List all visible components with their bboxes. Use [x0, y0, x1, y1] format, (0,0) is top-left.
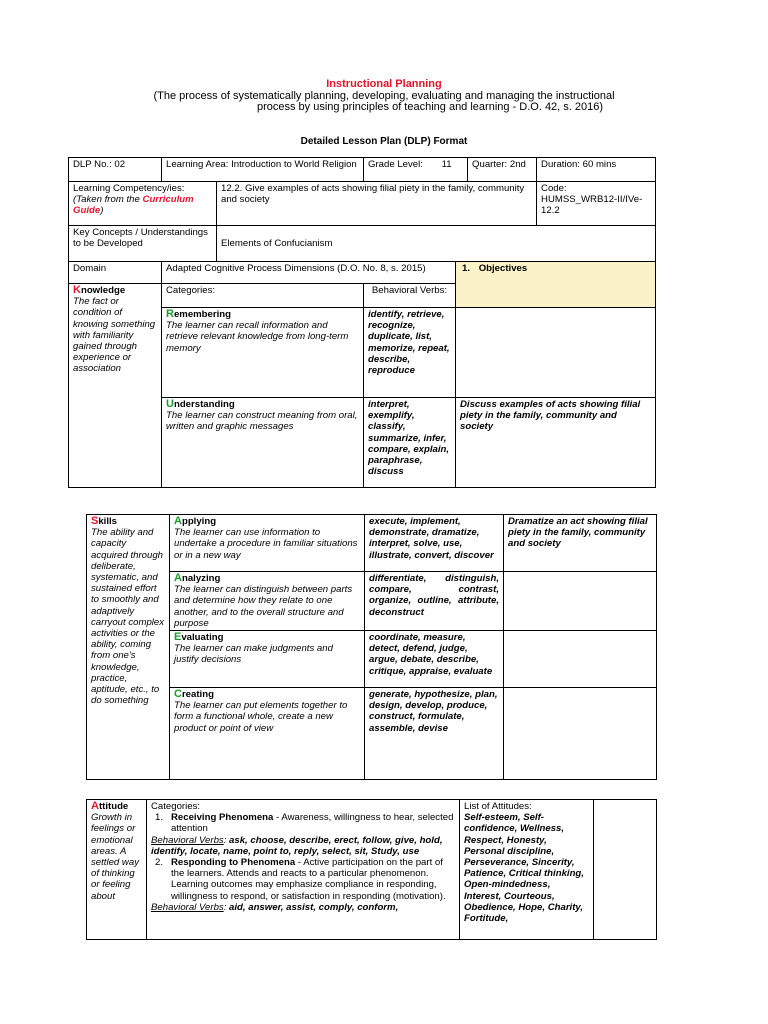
analyzing-desc: The learner can distinguish between parts and determine how they relate to one another, and to the overall structure and purpose	[174, 584, 353, 629]
item2-text: - Active participation on the part of the learners. Attends and reacts to a particular phenomenon. Learning outcomes may emphasize compliance in responding, willingness to respond, or satisfaction in responding (motivation).	[171, 857, 446, 902]
creating-heading: Creating	[174, 688, 214, 701]
objectives-header	[456, 262, 656, 308]
domain-label: Domain	[69, 262, 162, 284]
item1-text: - Awareness, willingness to hear, selected attention	[171, 812, 454, 835]
creating-verbs: generate, hypothesize, plan, design, develop, produce, construct, formulate, assemble, devise	[365, 688, 504, 780]
applying-desc: The learner can use information to undertake a procedure in familiar situations or in a new way	[174, 527, 358, 561]
creating-objective	[504, 688, 657, 780]
attitude-cell	[87, 800, 147, 940]
item2-bv-label: Behavioral Verbs	[151, 901, 224, 913]
applying-verbs: execute, implement, demonstrate, dramatize, interpret, solve, use, illustrate, convert, discover	[365, 515, 504, 572]
item1-bv-label: Behavioral Verbs	[151, 834, 224, 846]
responding-verbs: Behavioral Verbs: aid, answer, assist, comply, conform,	[151, 901, 399, 913]
understanding-desc: The learner can construct meaning from oral, written and graphic messages	[166, 410, 358, 433]
creating-desc: The learner can put elements together to form a functional whole, create a new product or point of view	[174, 700, 348, 734]
applying-cell	[170, 515, 365, 572]
competency-text: 12.2. Give examples of acts showing filial piety in the family, community and society	[217, 182, 537, 226]
key-concepts-label: Key Concepts / Understandings to be Developed	[69, 226, 217, 262]
remembering-desc: The learner can recall information and retrieve relevant knowledge from long-term memory	[166, 320, 349, 354]
competency-label-cell	[69, 182, 217, 226]
code-label: Code:	[541, 183, 567, 194]
remembering-objective	[456, 308, 656, 398]
code-cell	[537, 182, 656, 226]
item1-verbs: ask, choose, describe, erect, follow, give, hold, identify, locate, name, point to, reply, select, sit, Study, use	[151, 834, 443, 857]
skills-desc: The ability and capacity acquired through deliberate, systematic, and sustained effort to smoothly and adaptively carryout complex activities or the ability, coming from one's knowledge, practice, aptitude, etc., to do something	[91, 527, 165, 707]
item2-title: Responding to Phenomena	[171, 857, 296, 869]
grade-level-value: 11	[441, 159, 452, 170]
responding-phenomena-item	[151, 857, 455, 902]
evaluating-cell	[170, 631, 365, 688]
categories-label: Categories:	[162, 284, 364, 308]
attitudes-list-label: List of Attitudes:	[464, 801, 532, 812]
knowledge-heading: Knowledge	[73, 284, 126, 296]
understanding-cell	[162, 398, 364, 488]
item1-title: Receiving Phenomena	[171, 812, 274, 824]
attitude-heading: Attitude	[91, 800, 129, 812]
evaluating-objective	[504, 631, 657, 688]
analyzing-cell	[170, 572, 365, 631]
grade-level-label: Grade Level:	[368, 159, 423, 170]
receiving-verbs: Behavioral Verbs: ask, choose, describe, erect, follow, give, hold, identify, locate, name, point to, reply, select, sit, Study, use	[151, 834, 443, 857]
dlp-info-table	[68, 157, 656, 488]
objectives-num: 1.	[462, 263, 471, 274]
item2-verbs: aid, answer, assist, comply, conform,	[229, 901, 399, 913]
understanding-objective: Discuss examples of acts showing filial piety in the family, community and society	[456, 398, 656, 488]
dlp-no: DLP No.: 02	[69, 158, 162, 182]
grade-level	[364, 158, 468, 182]
attitude-desc: Growth in feelings or emotional areas. A settled way of thinking or feeling about	[91, 812, 139, 902]
code-value: HUMSS_WRB12-II/IVe-12.2	[541, 194, 643, 217]
receiving-phenomena-item	[151, 812, 455, 834]
behavioral-verbs-label: Behavioral Verbs:	[364, 284, 456, 308]
knowledge-cell	[69, 284, 162, 488]
duration: Duration: 60 mins	[537, 158, 656, 182]
attitude-table	[86, 799, 657, 940]
evaluating-heading: Evaluating	[174, 631, 224, 644]
page-subtitle-line2: process by using principles of teaching and learning - D.O. 42, s. 2016)	[256, 101, 604, 113]
quarter: Quarter: 2nd	[468, 158, 537, 182]
skills-cell	[87, 515, 170, 780]
item1-num: 1.	[155, 812, 164, 824]
objectives-label: Objectives	[478, 263, 528, 274]
attitudes-list-cell	[460, 800, 594, 940]
key-concepts-value: Elements of Confucianism	[217, 226, 656, 262]
remembering-verbs: identify, retrieve, recognize, duplicate, list, memorize, repeat, describe, reproduce	[364, 308, 456, 398]
dlp-format-title: Detailed Lesson Plan (DLP) Format	[300, 136, 468, 147]
attitudes-list: Self-esteem, Self-confidence, Wellness, Respect, Honesty, Personal discipline, Perseverance, Sincerity, Patience, Critical thinking, Open-mindedness, Interest, Courteous, Obedience, Hope, Charity, Fortitude,	[464, 812, 584, 925]
page-title: Instructional Planning	[326, 78, 442, 90]
analyzing-heading: Analyzing	[174, 572, 221, 584]
remembering-heading: Remembering	[166, 308, 232, 320]
evaluating-desc: The learner can make judgments and justify decisions	[174, 643, 333, 666]
dimensions-label: Adapted Cognitive Process Dimensions (D.O. No. 8, s. 2015)	[162, 262, 456, 284]
competency-note: (Taken from the Curriculum Guide)	[73, 194, 194, 217]
competency-label: Learning Competency/ies:	[73, 183, 185, 194]
understanding-heading: Understanding	[166, 398, 235, 410]
remembering-cell	[162, 308, 364, 398]
attitude-categories-label: Categories:	[151, 801, 201, 812]
skills-heading: Skills	[91, 515, 118, 527]
attitude-categories-cell	[147, 800, 460, 940]
knowledge-desc: The fact or condition of knowing something with familiarity gained through experience or association	[73, 296, 156, 375]
item2-num: 2.	[155, 857, 164, 869]
learning-area: Learning Area: Introduction to World Religion	[162, 158, 364, 182]
understanding-verbs: interpret, exemplify, classify, summarize, infer, compare, explain, paraphrase, discuss	[364, 398, 456, 488]
skills-table	[86, 514, 657, 780]
applying-heading: Applying	[174, 515, 217, 527]
evaluating-verbs: coordinate, measure, detect, defend, judge, argue, debate, describe, critique, appraise, evaluate	[365, 631, 504, 688]
creating-cell	[170, 688, 365, 780]
analyzing-objective	[504, 572, 657, 631]
page-subtitle-line1: (The process of systematically planning, developing, evaluating and managing the instructional	[153, 90, 615, 102]
applying-objective: Dramatize an act showing filial piety in the family, community and society	[504, 515, 657, 572]
attitude-objective	[594, 800, 657, 940]
analyzing-verbs: differentiate, distinguish, compare, contrast, organize, outline, attribute, deconstruct	[365, 572, 504, 631]
